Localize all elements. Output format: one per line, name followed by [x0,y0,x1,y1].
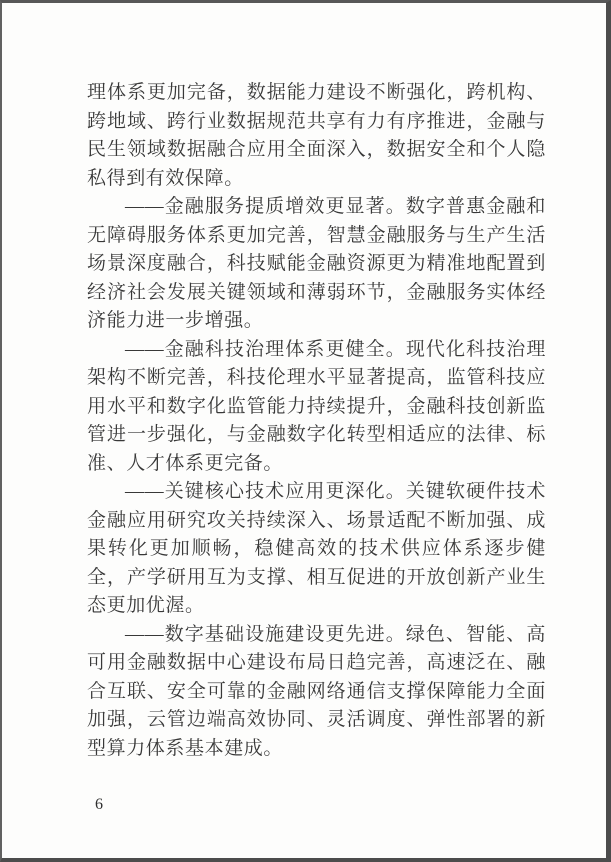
paragraph-digital-infrastructure: ——数字基础设施建设更先进。绿色、智能、高可用金融数据中心建设布局日趋完善，高速泛在、融合互联、安全可靠的金融网络通信支撑保障能力全面加强，云管边端高效协同、灵活调度、弹性部署的新型算力体系基本建成。 [87,623,546,759]
paragraph-fintech-governance: ——金融科技治理体系更健全。现代化科技治理架构不断完善，科技伦理水平显著提高，监管科技应用水平和数字化监管能力持续提升，金融科技创新监管进一步强化，与金融数字化转型相适应的法律、标准、人才体系更完备。 [87,338,546,474]
paragraph-core-technology: ——关键核心技术应用更深化。关键软硬件技术金融应用研究攻关持续深入、场景适配不断加强、成果转化更加顺畅，稳健高效的技术供应体系逐步健全，产学研用互为支撑、相互促进的开放创新产业生态更加优渥。 [87,481,546,616]
page-number: 6 [95,796,103,813]
document-body [87,79,546,763]
paragraph-continuation: 理体系更加完备，数据能力建设不断强化，跨机构、跨地域、跨行业数据规范共享有力有序推进，金融与民生领域数据融合应用全面深入，数据安全和个人隐私得到有效保障。 [87,82,546,189]
paragraph-financial-services: ——金融服务提质增效更显著。数字普惠金融和无障碍服务体系更加完善，智慧金融服务与生产生活场景深度融合，科技赋能金融资源更为精准地配置到经济社会发展关键领域和薄弱环节，金融服务实体经济能力进一步增强。 [87,196,546,331]
